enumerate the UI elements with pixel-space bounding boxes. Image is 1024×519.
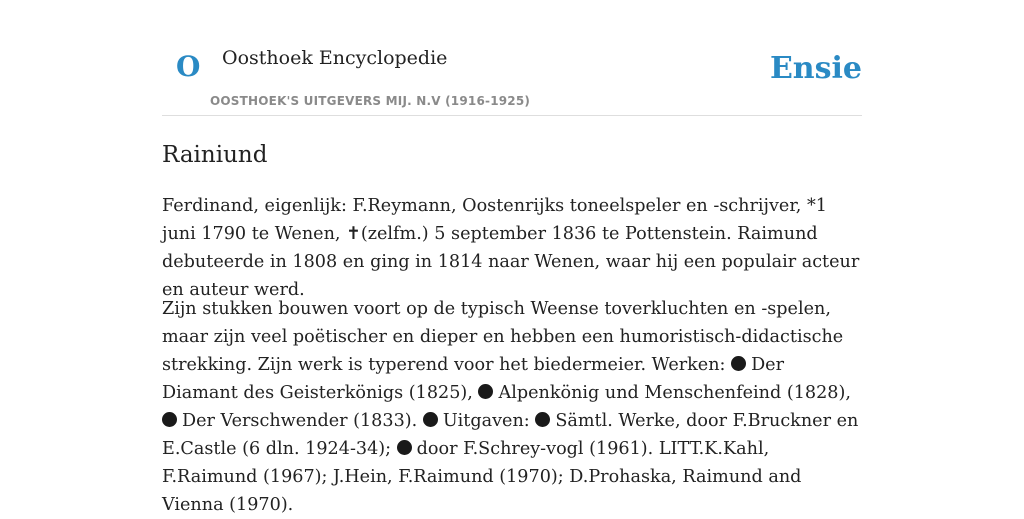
bullet-icon	[478, 384, 493, 399]
article-paragraph	[162, 295, 862, 519]
work-item: Der Diamant des Geisterkönigs (1825),	[162, 355, 785, 403]
edition-item: Sämtl. Werke, door F.Bruckner en E.Castle (6 dln. 1924-34);	[162, 411, 859, 459]
bullet-icon	[397, 440, 412, 455]
paragraph-text: Zijn stukken bouwen voort op de typisch Weense toverkluchten en -spelen, maar zijn veel poëtischer en dieper en hebben een humoristisch-didactische strekking. Zijn werk is typerend voor het biedermeier. Werken:	[162, 299, 844, 375]
work-item: Alpenkönig und Menschenfeind (1828),	[498, 383, 851, 403]
bullet-icon	[535, 412, 550, 427]
article-paragraph: Ferdinand, eigenlijk: F.Reymann, Oostenrijks toneelspeler en -schrijver, *1 juni 1790 te Wenen, ✝(zelfm.) 5 september 1836 te Pottenstein. Raimund debuteerde in 1808 en ging in 1814 naar Wenen, waar hij een populair acteur en auteur werd.	[162, 196, 860, 300]
article-title: Rainiund	[162, 142, 268, 168]
bullet-icon	[162, 412, 177, 427]
site-title[interactable]: Oosthoek Encyclopedie	[222, 47, 448, 69]
brand-logo[interactable]: Ensie	[769, 51, 862, 86]
logo-mark[interactable]: O	[176, 50, 201, 83]
work-item: Der Verschwender (1833).	[182, 411, 423, 431]
bullet-icon	[731, 356, 746, 371]
edition-item: door F.Schrey-vogl (1961). LITT.K.Kahl, F.Raimund (1967); J.Hein, F.Raimund (1970); D.Prohaska, Raimund and Vienna (1970).	[162, 439, 802, 515]
page	[162, 0, 862, 515]
editions-label: Uitgaven:	[442, 411, 536, 431]
bullet-icon	[423, 412, 438, 427]
header	[162, 0, 862, 116]
site-subtitle: OOSTHOEK'S UITGEVERS MIJ. N.V (1916-1925)	[210, 94, 531, 108]
